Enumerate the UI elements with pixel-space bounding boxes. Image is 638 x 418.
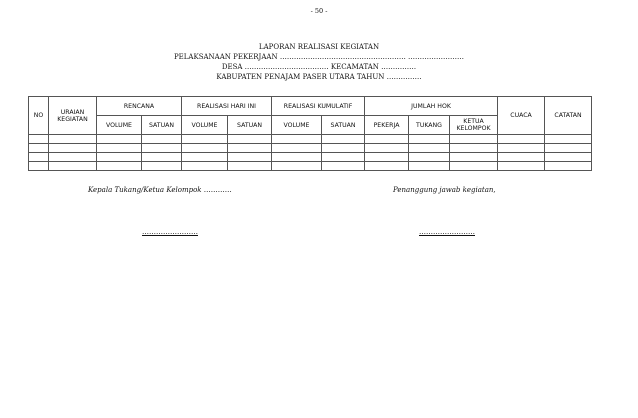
table-cell: [49, 144, 97, 153]
header-uraian-kegiatan: URAIAN KEGIATAN: [49, 97, 97, 135]
table-cell: [365, 144, 409, 153]
table-cell: [322, 135, 365, 144]
header-rencana: RENCANA: [97, 97, 182, 116]
table-body: [29, 135, 592, 171]
header-hari-ini-satuan: SATUAN: [228, 116, 272, 135]
header-rencana-satuan: SATUAN: [142, 116, 182, 135]
table-cell: [29, 135, 49, 144]
signature-right-title: Penanggung jawab kegiatan,: [393, 186, 496, 194]
table-cell: [409, 135, 450, 144]
table-cell: [322, 144, 365, 153]
table-cell: [97, 162, 142, 171]
table-cell: [29, 162, 49, 171]
header-catatan: CATATAN: [545, 97, 592, 135]
table-cell: [450, 153, 498, 162]
report-project-line: PELAKSANAAN PEKERJAAN ……………………………………………… ……………………: [173, 53, 465, 61]
report-title: LAPORAN REALISASI KEGIATAN: [258, 43, 380, 51]
table-cell: [142, 144, 182, 153]
table-cell: [228, 135, 272, 144]
table-cell: [545, 144, 592, 153]
table-cell: [450, 144, 498, 153]
table-row: [29, 153, 592, 162]
table-cell: [29, 153, 49, 162]
table-cell: [409, 153, 450, 162]
table-cell: [450, 135, 498, 144]
signature-right-line: ……………………: [419, 228, 475, 236]
signature-left-title: Kepala Tukang/Ketua Kelompok …………: [88, 186, 232, 194]
table-cell: [498, 153, 545, 162]
table-cell: [322, 162, 365, 171]
table-cell: [182, 153, 228, 162]
report-village-line: DESA ……………………………… KECAMATAN ……………: [221, 63, 417, 71]
table-cell: [272, 135, 322, 144]
table-cell: [182, 162, 228, 171]
table-cell: [272, 162, 322, 171]
report-regency-line: KABUPATEN PENAJAM PASER UTARA TAHUN ……………: [216, 73, 422, 81]
header-jumlah-hok: JUMLAH HOK: [365, 97, 498, 116]
table-cell: [498, 135, 545, 144]
signature-left-line: ……………………: [142, 228, 198, 236]
header-rencana-volume: VOLUME: [97, 116, 142, 135]
table-cell: [545, 135, 592, 144]
table-cell: [97, 135, 142, 144]
table-cell: [409, 144, 450, 153]
table-cell: [498, 144, 545, 153]
table-cell: [322, 153, 365, 162]
table-cell: [97, 153, 142, 162]
header-cuaca: CUACA: [498, 97, 545, 135]
header-realisasi-kumulatif: REALISASI KUMULATIF: [272, 97, 365, 116]
table-cell: [450, 162, 498, 171]
header-realisasi-hari-ini: REALISASI HARI INI: [182, 97, 272, 116]
header-pekerja: PEKERJA: [365, 116, 409, 135]
table-cell: [49, 153, 97, 162]
table-cell: [545, 162, 592, 171]
header-kumulatif-volume: VOLUME: [272, 116, 322, 135]
table-cell: [182, 135, 228, 144]
table-cell: [365, 153, 409, 162]
header-kumulatif-satuan: SATUAN: [322, 116, 365, 135]
table-row: [29, 162, 592, 171]
table-cell: [228, 153, 272, 162]
table-cell: [498, 162, 545, 171]
header-tukang: TUKANG: [409, 116, 450, 135]
table-cell: [97, 144, 142, 153]
header-no: NO: [29, 97, 49, 135]
table-cell: [142, 135, 182, 144]
table-cell: [29, 144, 49, 153]
table-cell: [272, 153, 322, 162]
table-cell: [409, 162, 450, 171]
table-cell: [49, 135, 97, 144]
header-ketua-kelompok: KETUA KELOMPOK: [450, 116, 498, 135]
table-cell: [142, 162, 182, 171]
table-cell: [182, 144, 228, 153]
table-cell: [49, 162, 97, 171]
table-cell: [272, 144, 322, 153]
table-row: [29, 135, 592, 144]
table-cell: [228, 162, 272, 171]
header-hari-ini-volume: VOLUME: [182, 116, 228, 135]
table-row: [29, 144, 592, 153]
table-cell: [545, 153, 592, 162]
table-cell: [228, 144, 272, 153]
table-cell: [142, 153, 182, 162]
page-number: - 50 -: [310, 7, 328, 15]
report-table: [28, 96, 592, 171]
table-cell: [365, 135, 409, 144]
table-cell: [365, 162, 409, 171]
